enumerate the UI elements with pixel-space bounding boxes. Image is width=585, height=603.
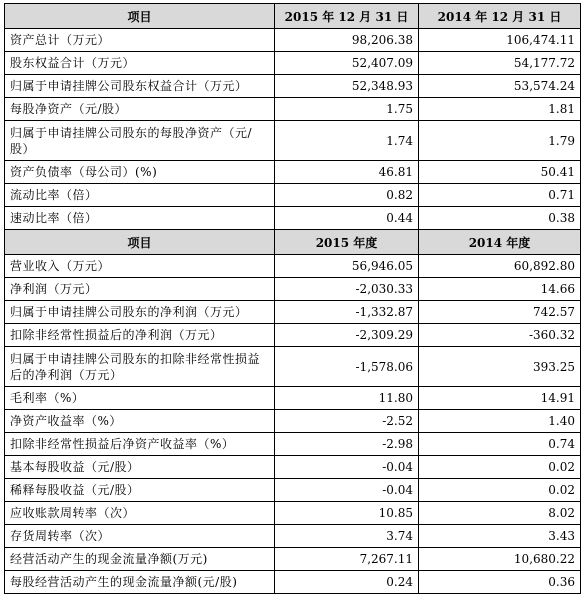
row-label: 每股经营活动产生的现金流量净额(元/股) <box>5 571 275 594</box>
income-header-item: 项目 <box>5 230 275 255</box>
value-2014: 50.41 <box>419 161 581 184</box>
value-2015: 98,206.38 <box>275 29 419 52</box>
value-2015: 52,348.93 <box>275 75 419 98</box>
row-label: 流动比率（倍） <box>5 184 275 207</box>
table-row <box>5 301 581 324</box>
balance-header-item: 项目 <box>5 4 275 29</box>
value-2015: 1.74 <box>275 121 419 161</box>
income-header-2014: 2014 年度 <box>419 230 581 255</box>
row-label: 资产负债率（母公司）(%) <box>5 161 275 184</box>
table-row <box>5 29 581 52</box>
value-2014: 106,474.11 <box>419 29 581 52</box>
value-2015: -0.04 <box>275 456 419 479</box>
table-row <box>5 456 581 479</box>
row-label: 净资产收益率（%） <box>5 410 275 433</box>
value-2015: -1,332.87 <box>275 301 419 324</box>
value-2014: 10,680.22 <box>419 548 581 571</box>
value-2014: 0.02 <box>419 479 581 502</box>
income-header-row <box>5 230 581 255</box>
value-2015: 52,407.09 <box>275 52 419 75</box>
value-2015: 1.75 <box>275 98 419 121</box>
balance-header-row <box>5 4 581 29</box>
table-row <box>5 52 581 75</box>
table-row <box>5 161 581 184</box>
table-row <box>5 75 581 98</box>
balance-header-2014: 2014 年 12 月 31 日 <box>419 4 581 29</box>
table-row <box>5 571 581 594</box>
row-label: 归属于申请挂牌公司股东的扣除非经常性损益后的净利润（万元） <box>5 347 275 387</box>
value-2014: 1.81 <box>419 98 581 121</box>
income-header-2015: 2015 年度 <box>275 230 419 255</box>
table-row <box>5 387 581 410</box>
value-2015: -2,309.29 <box>275 324 419 347</box>
value-2014: 0.02 <box>419 456 581 479</box>
value-2015: 11.80 <box>275 387 419 410</box>
value-2015: 7,267.11 <box>275 548 419 571</box>
row-label: 归属于申请挂牌公司股东权益合计（万元） <box>5 75 275 98</box>
financial-summary-table <box>4 3 581 594</box>
row-label: 存货周转率（次） <box>5 525 275 548</box>
value-2014: 0.36 <box>419 571 581 594</box>
value-2015: 10.85 <box>275 502 419 525</box>
value-2014: 0.38 <box>419 207 581 230</box>
value-2015: -2,030.33 <box>275 278 419 301</box>
value-2014: 0.74 <box>419 433 581 456</box>
row-label: 应收账款周转率（次） <box>5 502 275 525</box>
row-label: 股东权益合计（万元） <box>5 52 275 75</box>
value-2014: 54,177.72 <box>419 52 581 75</box>
value-2015: 0.44 <box>275 207 419 230</box>
row-label: 归属于申请挂牌公司股东的每股净资产（元/股） <box>5 121 275 161</box>
value-2015: 0.82 <box>275 184 419 207</box>
value-2015: -2.52 <box>275 410 419 433</box>
row-label: 扣除非经常性损益后的净利润（万元） <box>5 324 275 347</box>
row-label: 经营活动产生的现金流量净额(万元) <box>5 548 275 571</box>
value-2014: 60,892.80 <box>419 255 581 278</box>
value-2014: 53,574.24 <box>419 75 581 98</box>
row-label: 每股净资产（元/股） <box>5 98 275 121</box>
value-2014: -360.32 <box>419 324 581 347</box>
table-row <box>5 410 581 433</box>
value-2015: -0.04 <box>275 479 419 502</box>
row-label: 速动比率（倍） <box>5 207 275 230</box>
table-row <box>5 548 581 571</box>
value-2015: 46.81 <box>275 161 419 184</box>
value-2014: 8.02 <box>419 502 581 525</box>
table-row <box>5 255 581 278</box>
row-label: 营业收入（万元） <box>5 255 275 278</box>
table-row <box>5 207 581 230</box>
value-2015: 0.24 <box>275 571 419 594</box>
value-2014: 393.25 <box>419 347 581 387</box>
balance-header-2015: 2015 年 12 月 31 日 <box>275 4 419 29</box>
row-label: 稀释每股收益（元/股） <box>5 479 275 502</box>
financial-summary-container <box>4 3 581 594</box>
table-row <box>5 525 581 548</box>
table-row <box>5 121 581 161</box>
row-label: 资产总计（万元） <box>5 29 275 52</box>
table-row <box>5 278 581 301</box>
value-2015: -1,578.06 <box>275 347 419 387</box>
value-2014: 14.91 <box>419 387 581 410</box>
value-2014: 742.57 <box>419 301 581 324</box>
table-row <box>5 433 581 456</box>
table-row <box>5 479 581 502</box>
row-label: 基本每股收益（元/股） <box>5 456 275 479</box>
value-2015: -2.98 <box>275 433 419 456</box>
table-row <box>5 347 581 387</box>
table-row <box>5 184 581 207</box>
table-row <box>5 502 581 525</box>
value-2014: 3.43 <box>419 525 581 548</box>
row-label: 归属于申请挂牌公司股东的净利润（万元） <box>5 301 275 324</box>
value-2015: 56,946.05 <box>275 255 419 278</box>
value-2014: 1.79 <box>419 121 581 161</box>
table-row <box>5 98 581 121</box>
row-label: 净利润（万元） <box>5 278 275 301</box>
table-row <box>5 324 581 347</box>
value-2014: 0.71 <box>419 184 581 207</box>
row-label: 毛利率（%） <box>5 387 275 410</box>
row-label: 扣除非经常性损益后净资产收益率（%） <box>5 433 275 456</box>
value-2014: 14.66 <box>419 278 581 301</box>
value-2014: 1.40 <box>419 410 581 433</box>
value-2015: 3.74 <box>275 525 419 548</box>
